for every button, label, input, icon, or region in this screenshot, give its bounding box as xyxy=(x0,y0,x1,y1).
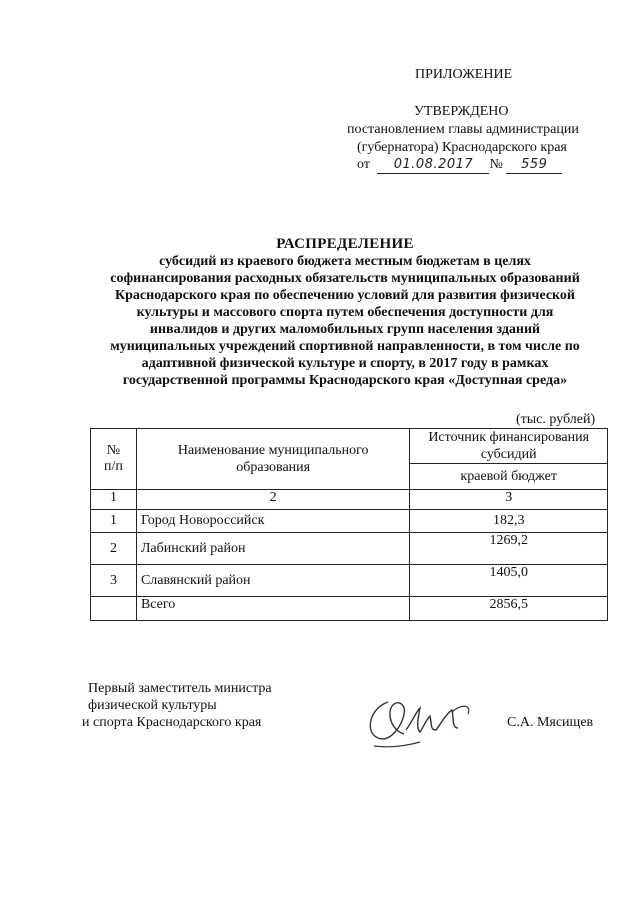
row-value: 1269,2 xyxy=(410,533,608,565)
title-line: культуры и массового спорта путем обеспечения доступности для xyxy=(136,305,554,320)
decree-date: 01.08.2017 xyxy=(377,156,489,174)
date-prefix: от xyxy=(357,157,370,172)
col-header-source: Источник финансирования субсидий xyxy=(410,429,608,464)
table-row xyxy=(91,565,608,597)
title-line: муниципальных учреждений спортивной направленности, в том числе по xyxy=(110,339,580,354)
units-label: (тыс. рублей) xyxy=(516,412,596,427)
col-header-num: № п/п xyxy=(91,429,137,490)
index-cell: 1 xyxy=(91,490,137,510)
distribution-table xyxy=(90,428,608,621)
title-line: софинансирования расходных обязательств муниципальных образований xyxy=(110,271,580,286)
title-heading: РАСПРЕДЕЛЕНИЕ xyxy=(276,236,414,252)
row-name: Славянский район xyxy=(136,565,409,597)
handwritten-signature xyxy=(360,686,490,756)
signatory-title xyxy=(82,680,272,731)
document-title xyxy=(60,236,630,389)
total-empty-cell xyxy=(91,597,137,621)
title-line: субсидий из краевого бюджета местным бюджетам в целях xyxy=(159,254,531,269)
total-row xyxy=(91,597,608,621)
table-row xyxy=(91,510,608,533)
table-row xyxy=(91,533,608,565)
index-row xyxy=(91,490,608,510)
row-value: 182,3 xyxy=(410,510,608,533)
row-name: Лабинский район xyxy=(136,533,409,565)
signatory-line: физической культуры xyxy=(88,698,217,713)
total-value: 2856,5 xyxy=(410,597,608,621)
col-header-name: Наименование муниципального образования xyxy=(136,429,409,490)
approval-line-1: постановлением главы администрации xyxy=(347,122,579,137)
index-cell: 2 xyxy=(136,490,409,510)
total-label: Всего xyxy=(136,597,409,621)
signatory-line: Первый заместитель министра xyxy=(88,681,272,696)
row-name: Город Новороссийск xyxy=(136,510,409,533)
row-num: 3 xyxy=(91,565,137,597)
appendix-label: ПРИЛОЖЕНИЕ xyxy=(415,67,513,82)
signatory-line: и спорта Краснодарского края xyxy=(82,715,262,730)
row-num: 2 xyxy=(91,533,137,565)
title-line: инвалидов и других маломобильных групп населения зданий xyxy=(149,322,541,337)
number-prefix: № xyxy=(489,157,503,172)
col-header-budget: краевой бюджет xyxy=(410,464,608,490)
decree-date-row xyxy=(357,156,617,176)
title-line: государственной программы Краснодарского края «Доступная среда» xyxy=(122,373,568,388)
row-value: 1405,0 xyxy=(410,565,608,597)
title-line: Краснодарского края по обеспечению условий для развития физической xyxy=(114,288,575,303)
decree-number: 559 xyxy=(506,156,562,174)
title-line: адаптивной физической культуре и спорту, в 2017 году в рамках xyxy=(141,356,549,371)
approval-line-2: (губернатора) Краснодарского края xyxy=(357,140,567,155)
row-num: 1 xyxy=(91,510,137,533)
approved-label: УТВЕРЖДЕНО xyxy=(414,104,509,119)
index-cell: 3 xyxy=(410,490,608,510)
signatory-name: С.А. Мясищев xyxy=(507,715,594,730)
